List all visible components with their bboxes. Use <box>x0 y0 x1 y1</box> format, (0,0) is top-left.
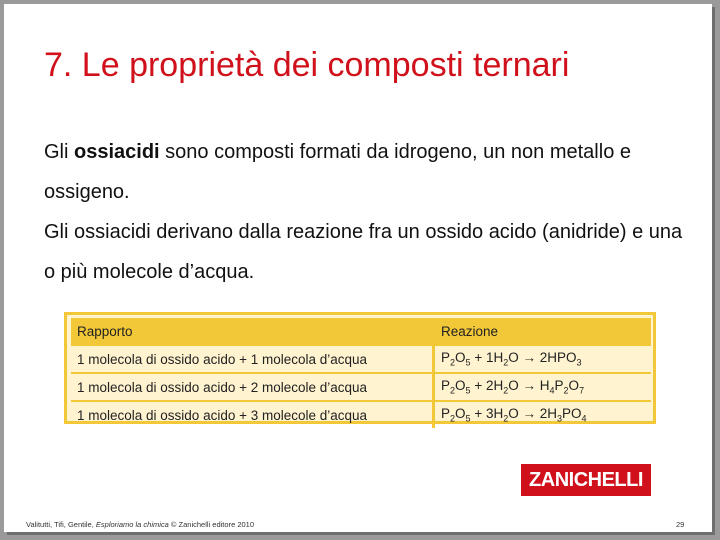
ratio-cell: 1 molecola di ossido acido + 3 molecole d’acqua <box>71 401 434 428</box>
reaction-cell: $P_2O_5 + 3H_2O \to 2H_3PO_4$ <box>434 401 652 428</box>
paragraph1-pre: Gli <box>44 141 74 163</box>
paragraph1-post: sono composti formati da idrogeno, un non metallo e ossigeno. <box>44 141 631 203</box>
zanichelli-logo: ZANICHELLI <box>521 464 651 496</box>
paragraph-ossiacidi-definition <box>44 132 684 212</box>
ratio-cell: 1 molecola di ossido acido + 2 molecole d’acqua <box>71 373 434 401</box>
paragraph-ossiacidi-origin: Gli ossiacidi derivano dalla reazione fra un ossido acido (anidride) e una o più molecole d’acqua. <box>44 221 683 283</box>
ratio-cell: 1 molecola di ossido acido + 1 molecola d’acqua <box>71 345 434 373</box>
header-rapporto: Rapporto <box>71 318 434 345</box>
header-reazione: Reazione <box>434 318 652 345</box>
table-row <box>71 373 651 401</box>
table-header-row <box>71 318 651 345</box>
footer-credits: Valitutti, Tifi, Gentile, Esploriamo la chimica © Zanichelli editore 2010 <box>26 520 255 529</box>
reaction-table-box <box>64 312 656 424</box>
reaction-table <box>71 318 651 428</box>
table-row <box>71 401 651 428</box>
reaction-cell: $P_2O_5 + 2H_2O \to H_4P_2O_7$ <box>434 373 652 401</box>
page-number: 29 <box>676 520 685 529</box>
slide <box>4 4 712 532</box>
arrow-icon: → <box>522 406 536 422</box>
reaction-cell: $P_2O_5 + 1H_2O \to 2HPO_3$ <box>434 345 652 373</box>
body-text <box>44 132 684 292</box>
table-row <box>71 345 651 373</box>
slide-title: 7. Le proprietà dei composti ternari <box>44 46 570 84</box>
arrow-icon: → <box>522 378 536 394</box>
arrow-icon: → <box>522 350 536 366</box>
keyword-ossiacidi: ossiacidi <box>74 141 160 163</box>
